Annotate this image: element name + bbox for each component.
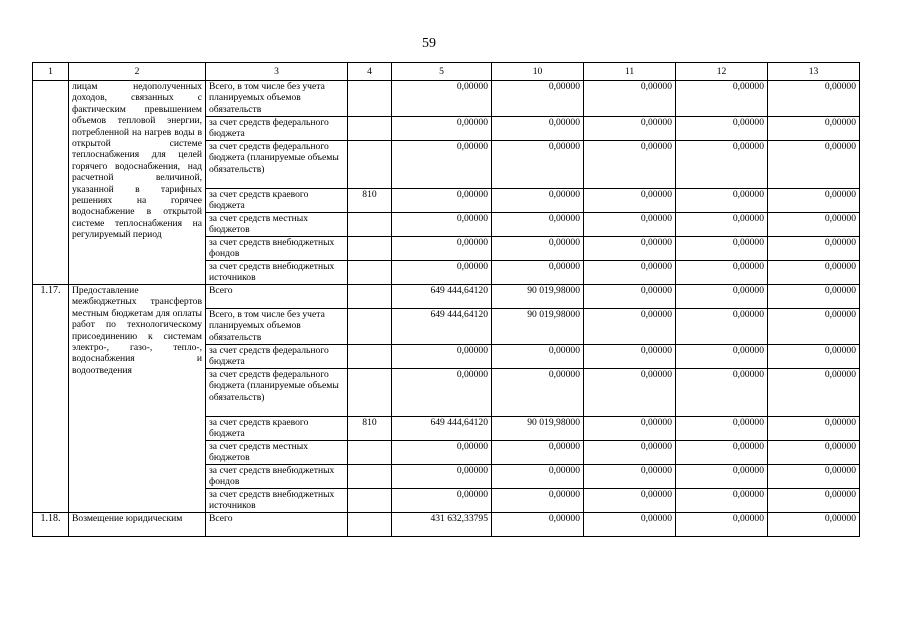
page-number: 59 (422, 36, 436, 51)
value-col-13: 0,00000 (768, 345, 860, 369)
value-col-11: 0,00000 (584, 513, 676, 537)
table-row (33, 513, 860, 537)
value-col-11: 0,00000 (584, 261, 676, 285)
funding-source: за счет средств федерального бюджета (планируемые объемы обязательств) (206, 369, 348, 417)
value-col-11: 0,00000 (584, 141, 676, 189)
value-col-13: 0,00000 (768, 417, 860, 441)
value-col-13: 0,00000 (768, 285, 860, 309)
value-col-10: 0,00000 (492, 189, 584, 213)
value-col-12: 0,00000 (676, 513, 768, 537)
value-col-5: 0,00000 (392, 489, 492, 513)
value-col-13: 0,00000 (768, 189, 860, 213)
funding-source: Всего (206, 285, 348, 309)
funding-source: Всего, в том числе без учета планируемых объемов обязательств (206, 309, 348, 345)
column-header: 11 (584, 63, 676, 81)
value-col-12: 0,00000 (676, 489, 768, 513)
value-col-5: 0,00000 (392, 237, 492, 261)
value-col-13: 0,00000 (768, 513, 860, 537)
budget-code (348, 117, 392, 141)
funding-source: за счет средств федерального бюджета (планируемые объемы обязательств) (206, 141, 348, 189)
value-col-5: 0,00000 (392, 117, 492, 141)
value-col-12: 0,00000 (676, 81, 768, 117)
value-col-5: 431 632,33795 (392, 513, 492, 537)
value-col-5: 0,00000 (392, 141, 492, 189)
funding-source: Всего (206, 513, 348, 537)
value-col-10: 0,00000 (492, 261, 584, 285)
measure-name: Возмещение юридическим (69, 513, 206, 537)
column-header: 2 (69, 63, 206, 81)
budget-code: 810 (348, 417, 392, 441)
budget-code (348, 345, 392, 369)
value-col-10: 0,00000 (492, 81, 584, 117)
budget-code (348, 513, 392, 537)
value-col-13: 0,00000 (768, 489, 860, 513)
budget-table (32, 62, 860, 537)
budget-code (348, 261, 392, 285)
value-col-11: 0,00000 (584, 213, 676, 237)
funding-source: за счет средств федерального бюджета (206, 345, 348, 369)
value-col-13: 0,00000 (768, 309, 860, 345)
value-col-11: 0,00000 (584, 309, 676, 345)
value-col-10: 0,00000 (492, 117, 584, 141)
funding-source: за счет средств внебюджетных источников (206, 261, 348, 285)
value-col-11: 0,00000 (584, 441, 676, 465)
value-col-5: 0,00000 (392, 81, 492, 117)
funding-source: за счет средств внебюджетных фондов (206, 237, 348, 261)
value-col-12: 0,00000 (676, 369, 768, 417)
value-col-5: 0,00000 (392, 213, 492, 237)
funding-source: за счет средств краевого бюджета (206, 417, 348, 441)
value-col-5: 0,00000 (392, 345, 492, 369)
value-col-11: 0,00000 (584, 345, 676, 369)
column-header-row (33, 63, 860, 81)
value-col-12: 0,00000 (676, 141, 768, 189)
measure-name: Предоставление межбюджетных трансфертов местным бюджетам для оплаты работ по технологическому присоединению к системам электро-, газо-, тепло-, водоснабжения и водоотведения (69, 285, 206, 513)
budget-code: 810 (348, 189, 392, 213)
value-col-12: 0,00000 (676, 261, 768, 285)
column-header: 1 (33, 63, 69, 81)
value-col-5: 0,00000 (392, 369, 492, 417)
value-col-11: 0,00000 (584, 189, 676, 213)
value-col-5: 649 444,64120 (392, 309, 492, 345)
value-col-12: 0,00000 (676, 213, 768, 237)
table-body (33, 63, 860, 537)
value-col-5: 0,00000 (392, 189, 492, 213)
value-col-13: 0,00000 (768, 441, 860, 465)
row-index (33, 81, 69, 285)
funding-source: за счет средств местных бюджетов (206, 441, 348, 465)
value-col-5: 0,00000 (392, 441, 492, 465)
value-col-10: 90 019,98000 (492, 417, 584, 441)
value-col-12: 0,00000 (676, 237, 768, 261)
table-row (33, 81, 860, 117)
value-col-5: 0,00000 (392, 465, 492, 489)
budget-code (348, 369, 392, 417)
value-col-10: 0,00000 (492, 237, 584, 261)
value-col-12: 0,00000 (676, 309, 768, 345)
funding-source: Всего, в том числе без учета планируемых объемов обязательств (206, 81, 348, 117)
value-col-13: 0,00000 (768, 261, 860, 285)
value-col-13: 0,00000 (768, 369, 860, 417)
funding-source: за счет средств краевого бюджета (206, 189, 348, 213)
value-col-13: 0,00000 (768, 81, 860, 117)
value-col-12: 0,00000 (676, 417, 768, 441)
budget-code (348, 285, 392, 309)
measure-name: лицам недополученных доходов, связанных с фактическим превышением объемов тепловой энергии, потребленной на нагрев воды в открытой системе теплоснабжения для целей горячего водоснабжения, над расчетной величиной, указанной в тарифных решениях на горячее водоснабжение в открытой системе теплоснабжения на регулируемый период (69, 81, 206, 285)
funding-source: за счет средств федерального бюджета (206, 117, 348, 141)
column-header: 12 (676, 63, 768, 81)
value-col-11: 0,00000 (584, 417, 676, 441)
budget-code (348, 309, 392, 345)
budget-code (348, 141, 392, 189)
value-col-13: 0,00000 (768, 117, 860, 141)
row-index: 1.17. (33, 285, 69, 513)
value-col-5: 649 444,64120 (392, 417, 492, 441)
column-header: 13 (768, 63, 860, 81)
value-col-10: 0,00000 (492, 489, 584, 513)
funding-source: за счет средств внебюджетных фондов (206, 465, 348, 489)
funding-source: за счет средств внебюджетных источников (206, 489, 348, 513)
value-col-10: 0,00000 (492, 441, 584, 465)
value-col-10: 0,00000 (492, 345, 584, 369)
value-col-10: 0,00000 (492, 369, 584, 417)
value-col-11: 0,00000 (584, 237, 676, 261)
value-col-12: 0,00000 (676, 117, 768, 141)
value-col-12: 0,00000 (676, 465, 768, 489)
table-row (33, 285, 860, 309)
value-col-10: 0,00000 (492, 513, 584, 537)
budget-code (348, 489, 392, 513)
budget-code (348, 441, 392, 465)
value-col-13: 0,00000 (768, 465, 860, 489)
value-col-12: 0,00000 (676, 189, 768, 213)
value-col-11: 0,00000 (584, 489, 676, 513)
budget-code (348, 237, 392, 261)
value-col-11: 0,00000 (584, 465, 676, 489)
budget-code (348, 213, 392, 237)
value-col-12: 0,00000 (676, 441, 768, 465)
value-col-11: 0,00000 (584, 369, 676, 417)
value-col-5: 0,00000 (392, 261, 492, 285)
value-col-11: 0,00000 (584, 117, 676, 141)
row-index: 1.18. (33, 513, 69, 537)
budget-code (348, 465, 392, 489)
value-col-10: 90 019,98000 (492, 285, 584, 309)
column-header: 4 (348, 63, 392, 81)
value-col-10: 0,00000 (492, 465, 584, 489)
value-col-10: 90 019,98000 (492, 309, 584, 345)
value-col-13: 0,00000 (768, 213, 860, 237)
column-header: 3 (206, 63, 348, 81)
value-col-5: 649 444,64120 (392, 285, 492, 309)
column-header: 10 (492, 63, 584, 81)
value-col-13: 0,00000 (768, 141, 860, 189)
value-col-11: 0,00000 (584, 81, 676, 117)
value-col-12: 0,00000 (676, 285, 768, 309)
value-col-11: 0,00000 (584, 285, 676, 309)
value-col-10: 0,00000 (492, 213, 584, 237)
value-col-10: 0,00000 (492, 141, 584, 189)
value-col-12: 0,00000 (676, 345, 768, 369)
budget-code (348, 81, 392, 117)
funding-source: за счет средств местных бюджетов (206, 213, 348, 237)
column-header: 5 (392, 63, 492, 81)
value-col-13: 0,00000 (768, 237, 860, 261)
